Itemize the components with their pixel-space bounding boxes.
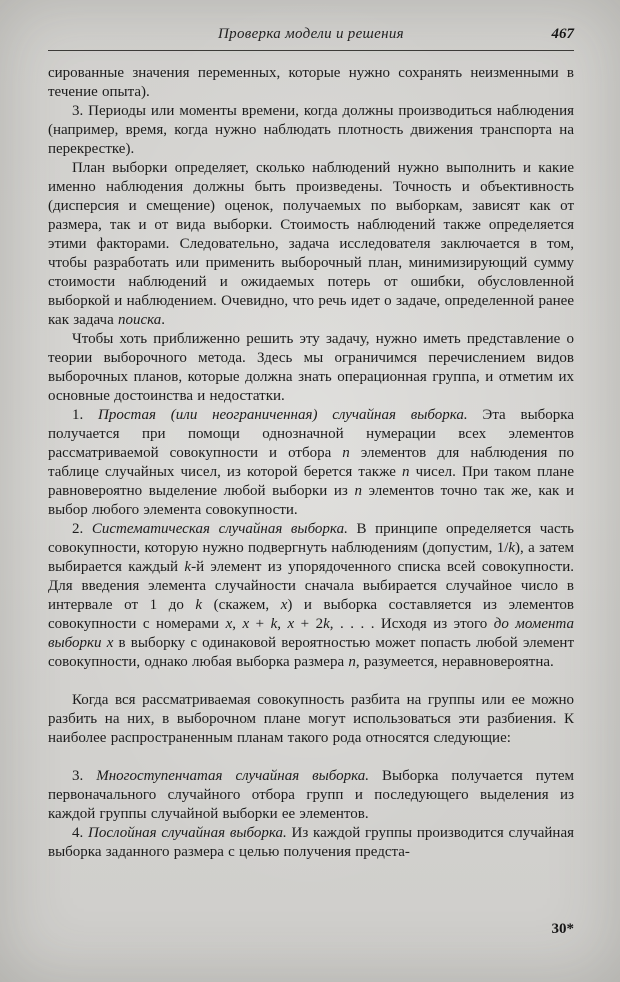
text-segment: 3. Периоды или моменты времени, когда должны производиться наблюдения (например, время, когда нужно наблюдать плотность движения транспорта на перекрестке). bbox=[48, 103, 574, 157]
text-segment: Чтобы хоть приближенно решить эту задачу, нужно иметь представление о теории выборочного метода. Здесь мы ограничимся перечислением видов выборочных планов, которые должна знать операционная группа, и отметим их основные достоинства и недостатки. bbox=[48, 331, 574, 404]
paragraph bbox=[48, 824, 574, 862]
italic-text-segment: Простая (или неограниченная) случайная выборка. bbox=[98, 407, 468, 423]
page-body bbox=[48, 64, 574, 862]
text-segment: , bbox=[232, 616, 243, 632]
text-segment: чисел. При таком плане равновероятно выделение любой выборки из bbox=[48, 464, 574, 499]
italic-text-segment: x bbox=[280, 597, 288, 613]
italic-text-segment: x bbox=[225, 616, 233, 632]
paragraph bbox=[48, 102, 574, 159]
text-segment: элементов для наблюдения по таблице случайных чисел, из которой берется также bbox=[48, 445, 574, 480]
paragraph bbox=[48, 767, 574, 824]
text-segment: + bbox=[249, 616, 271, 632]
italic-text-segment: k bbox=[195, 597, 203, 613]
italic-text-segment: n bbox=[348, 654, 356, 670]
signature-mark: 30* bbox=[551, 921, 574, 937]
paragraph bbox=[48, 159, 574, 330]
page-number: 467 bbox=[551, 26, 574, 42]
paragraph bbox=[48, 64, 574, 102]
text-segment: 2. bbox=[72, 521, 92, 537]
italic-text-segment: x bbox=[106, 635, 114, 651]
page-header bbox=[48, 26, 574, 48]
paragraph bbox=[48, 520, 574, 672]
running-title: Проверка модели и решения bbox=[218, 26, 404, 42]
text-segment: 3. bbox=[72, 768, 97, 784]
italic-text-segment: x bbox=[287, 616, 295, 632]
header-rule bbox=[48, 50, 574, 51]
text-segment: , . . . . Исходя из этого bbox=[329, 616, 494, 632]
text-segment: Когда вся рассматриваемая совокупность разбита на группы или ее можно разбить на них, в выборочном плане могут использоваться эти разбиения. К наиболее распространенным планам такого рода относятся следующие: bbox=[48, 692, 574, 746]
text-segment: сированные значения переменных, которые нужно сохранять неизменными в течение опыта). bbox=[48, 65, 574, 100]
text-segment: Выборка получается путем первоначального случайного отбора групп и последующего выделения из каждой группы случайной выборки ее элементов. bbox=[48, 768, 575, 822]
text-segment: в выборку с одинаковой вероятностью может попасть любой элемент совокупности, однако любая выборка размера bbox=[48, 635, 575, 670]
italic-text-segment: n bbox=[354, 483, 362, 499]
italic-text-segment: до момента выборки bbox=[48, 616, 574, 651]
italic-text-segment: Послойная случайная выборка. bbox=[88, 825, 287, 841]
italic-text-segment: поиска bbox=[117, 312, 162, 328]
italic-text-segment: Систематическая случайная выборка. bbox=[91, 521, 348, 537]
text-segment: , разумеется, неравновероятна. bbox=[355, 654, 554, 670]
italic-text-segment: k bbox=[323, 616, 330, 632]
italic-text-segment: n bbox=[342, 445, 350, 461]
text-segment: ), а затем выбирается каждый bbox=[48, 540, 574, 575]
italic-text-segment: Многоступенчатая случайная выборка. bbox=[96, 768, 370, 784]
paragraph bbox=[48, 406, 574, 520]
text-segment: 4. bbox=[72, 825, 88, 841]
text-segment: Из каждой группы производится случайная выборка заданного размера с целью получения предста- bbox=[48, 825, 575, 860]
paragraph bbox=[48, 691, 574, 748]
italic-text-segment: x bbox=[242, 616, 250, 632]
text-segment: ) и выборка составляется из элементов совокупности с номерами bbox=[48, 597, 574, 632]
text-segment: -й элемент из упорядоченного списка всей совокупности. Для введения элемента случайности сначала выбирается случайное число в интервале от 1 до bbox=[48, 559, 574, 613]
text-segment: + 2 bbox=[294, 616, 324, 632]
italic-text-segment: k bbox=[270, 616, 278, 632]
text-segment: В принципе определяется часть совокупности, которую нужно подвергнуть наблюдениям (допустим, 1/ bbox=[48, 521, 574, 556]
text-segment: элементов точно так же, как и выбор любого элемента совокупности. bbox=[48, 483, 574, 518]
text-segment: (скажем, bbox=[202, 597, 281, 613]
text-segment: . bbox=[161, 312, 166, 328]
italic-text-segment: n bbox=[401, 464, 410, 480]
italic-text-segment: k bbox=[184, 559, 192, 575]
paragraph bbox=[48, 330, 574, 406]
text-segment: , bbox=[277, 616, 288, 632]
text-segment: Эта выборка получается при помощи однозначной нумерации всех элементов рассматриваемой совокупности и отбора bbox=[48, 407, 574, 461]
text-segment: План выборки определяет, сколько наблюдений нужно выполнить и какие именно наблюдения должны быть произведены. Точность и объективность (дисперсия и смещение) оценок, получаемых по выборкам, зависят как от размера, так и от вида выборки. Стоимость наблюдений также определяется этими факторами. Следовательно, задача исследователя заключается в том, чтобы разработать или применить выборочный план, минимизирующий сумму стоимости наблюдений и ожидаемых потерь от ошибки, обусловленной выборкой и наблюдением. Очевидно, что речь идет о задаче, определенной ранее как задача bbox=[48, 160, 574, 328]
italic-text-segment: k bbox=[508, 540, 516, 556]
text-segment: 1. bbox=[72, 407, 99, 423]
